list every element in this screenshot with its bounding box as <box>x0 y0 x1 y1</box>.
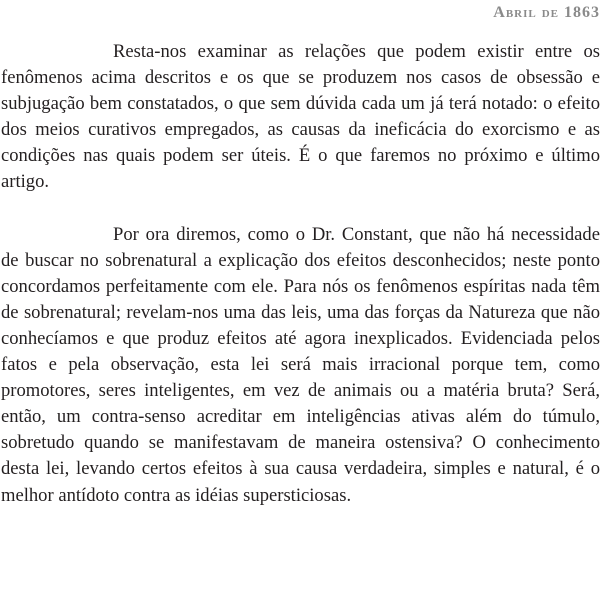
paragraph-2: Por ora diremos, como o Dr. Constant, que não há necessidade de buscar no sobrenatural a explicação dos efeitos desconhecidos; neste ponto concordamos perfeitamente com ele. Para nós os fenômenos espíritas nada têm de sobrenatural; revelam-nos uma das leis, uma das forças da Natureza que não conhecíamos e que produz efeitos até agora inexplicados. Evidenciada pelos fatos e pela observação, esta lei será mais irracional porque tem, como promotores, seres inteligentes, em vez de animais ou a matéria bruta? Será, então, um contra-senso acreditar em inteligências ativas além do túmulo, sobretudo quando se manifestavam de maneira ostensiva? O conhecimento desta lei, levando certos efeitos à sua causa verdadeira, simples e natural, é o melhor antídoto contra as idéias supersticiosas. <box>1 223 600 506</box>
body-text <box>1 39 600 509</box>
running-head: Abril de 1863 <box>493 4 600 21</box>
paragraph-1: Resta-nos examinar as relações que podem existir entre os fenômenos acima descritos e os que se produzem nos casos de obsessão e subjugação bem constatados, o que sem dúvida cada um já terá notado: o efeito dos meios curativos empregados, as causas da ineficácia do exorcismo e as condições nas quais podem ser úteis. É o que faremos no próximo e último artigo. <box>1 41 600 193</box>
